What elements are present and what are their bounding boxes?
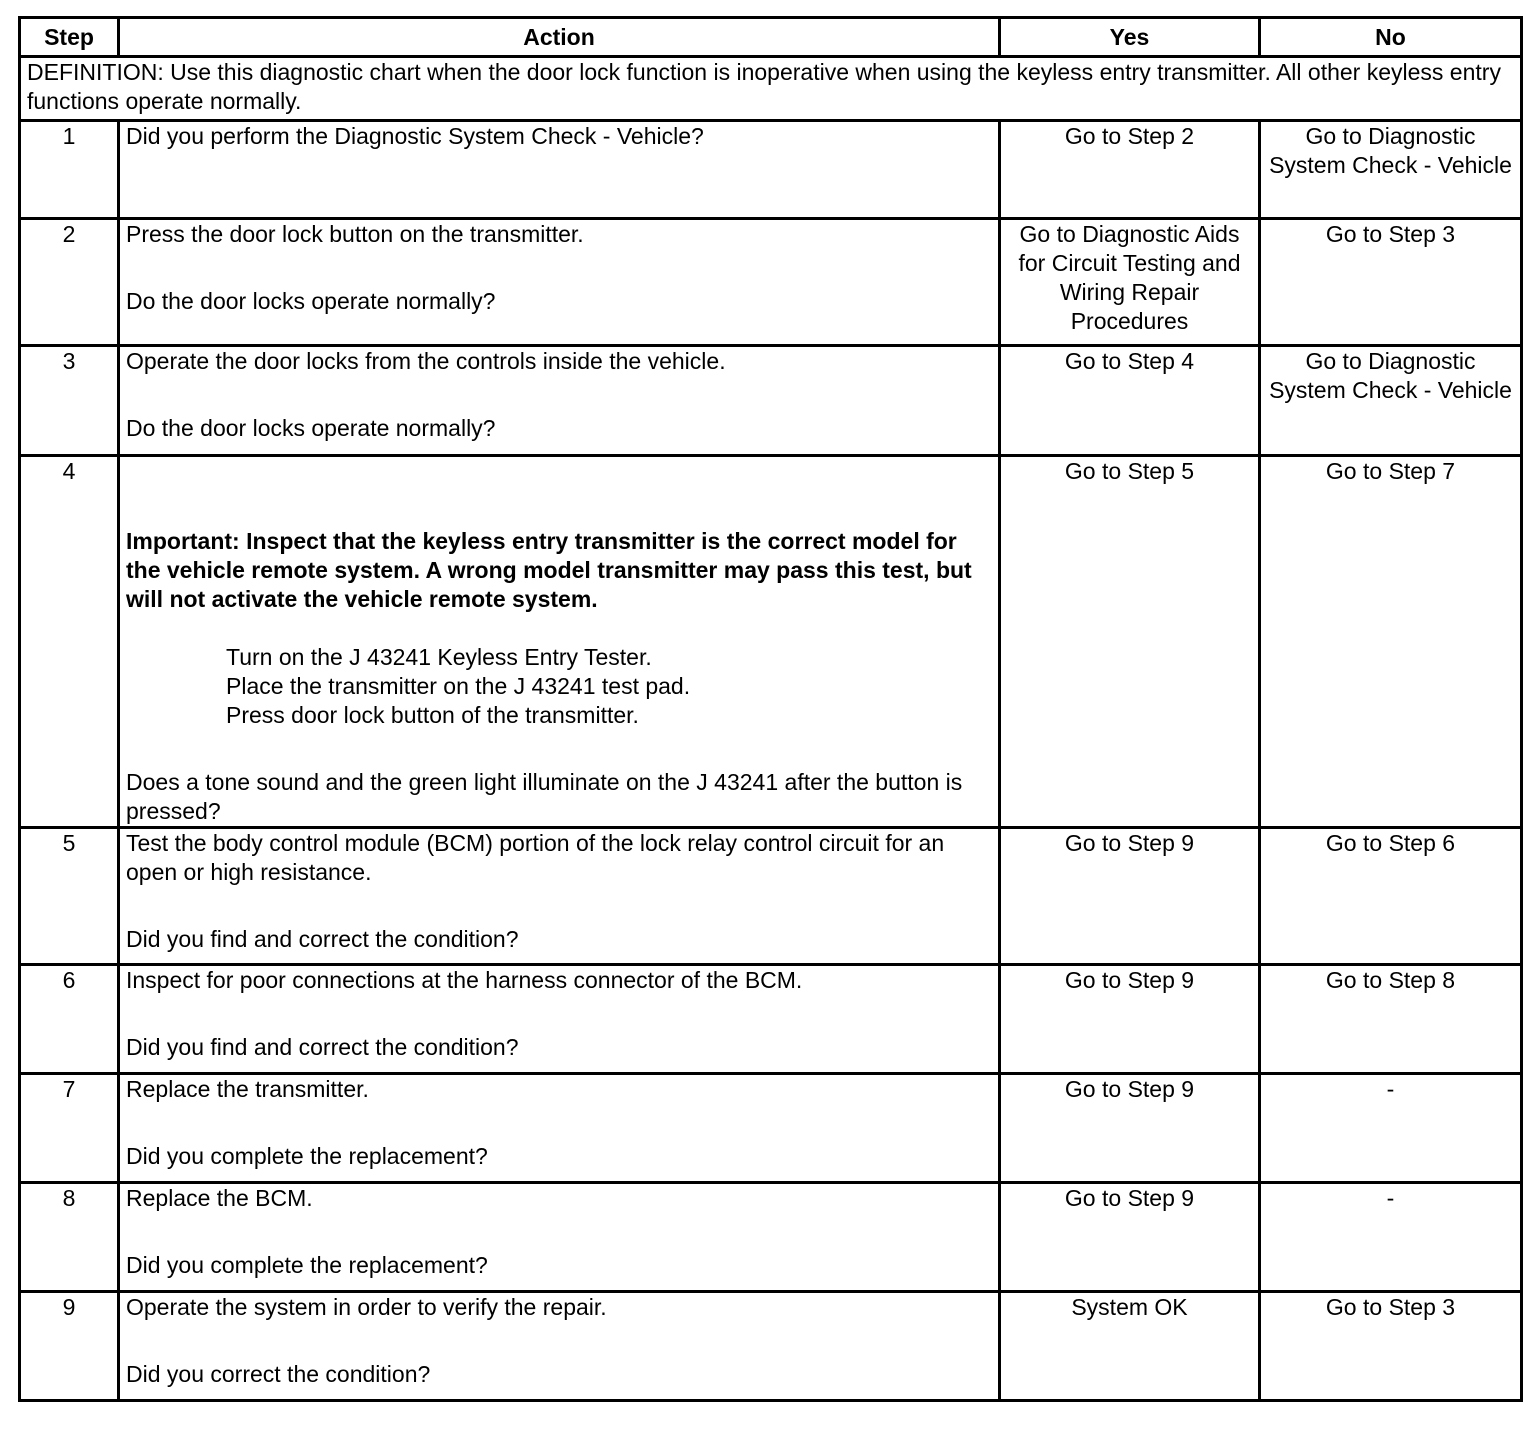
- step-action: [119, 1183, 1000, 1292]
- important-note: Important: Inspect that the keyless entry transmitter is the correct model for the vehicle remote system. A wrong model transmitter may pass this test, but will not activate the vehicle remote system.: [126, 528, 972, 612]
- table-row: [20, 456, 1522, 828]
- table-row: [20, 219, 1522, 346]
- step-action: [119, 1292, 1000, 1401]
- definition-row: [20, 57, 1522, 121]
- yes-result: Go to Step 4: [1000, 346, 1260, 456]
- definition-text: DEFINITION: Use this diagnostic chart when the door lock function is inoperative when using the keyless entry transmitter. All other keyless entry functions operate normally.: [20, 57, 1522, 121]
- table-row: [20, 1292, 1522, 1401]
- no-result: Go to Step 6: [1260, 828, 1522, 965]
- step-number: 6: [20, 965, 119, 1074]
- yes-result: System OK: [1000, 1292, 1260, 1401]
- step-number: 5: [20, 828, 119, 965]
- step-number: 7: [20, 1074, 119, 1183]
- no-result: Go to Step 7: [1260, 456, 1522, 828]
- no-result: Go to Step 8: [1260, 965, 1522, 1074]
- action-text: Press the door lock button on the transmitter.: [126, 221, 584, 247]
- table-row: [20, 346, 1522, 456]
- no-result: Go to Diagnostic System Check - Vehicle: [1260, 346, 1522, 456]
- step-number: 2: [20, 219, 119, 346]
- action-question: Does a tone sound and the green light illuminate on the J 43241 after the button is pressed?: [126, 769, 963, 824]
- action-text: Inspect for poor connections at the harness connector of the BCM.: [126, 967, 803, 993]
- yes-result: Go to Diagnostic Aids for Circuit Testing and Wiring Repair Procedures: [1000, 219, 1260, 346]
- action-question: Did you find and correct the condition?: [126, 926, 519, 952]
- sub-steps: [126, 643, 992, 730]
- sub-step: Place the transmitter on the J 43241 test pad.: [226, 673, 691, 699]
- step-action: [119, 1074, 1000, 1183]
- action-text: Did you perform the Diagnostic System Check - Vehicle?: [126, 123, 704, 149]
- header-step: Step: [20, 18, 119, 57]
- action-text: Operate the door locks from the controls inside the vehicle.: [126, 348, 726, 374]
- header-row: [20, 18, 1522, 57]
- step-number: 4: [20, 456, 119, 828]
- table-row: [20, 828, 1522, 965]
- action-question: Did you correct the condition?: [126, 1361, 431, 1387]
- sub-step: Turn on the J 43241 Keyless Entry Tester.: [226, 644, 652, 670]
- step-number: 8: [20, 1183, 119, 1292]
- action-question: Do the door locks operate normally?: [126, 288, 496, 314]
- action-text: Replace the BCM.: [126, 1185, 313, 1211]
- sub-step: Press door lock button of the transmitter.: [226, 702, 639, 728]
- step-number: 9: [20, 1292, 119, 1401]
- header-action: Action: [119, 18, 1000, 57]
- table-row: [20, 121, 1522, 219]
- step-number: 1: [20, 121, 119, 219]
- action-question: Do the door locks operate normally?: [126, 415, 496, 441]
- table-row: [20, 1183, 1522, 1292]
- step-action: [119, 219, 1000, 346]
- action-text: Replace the transmitter.: [126, 1076, 369, 1102]
- yes-result: Go to Step 5: [1000, 456, 1260, 828]
- action-question: Did you complete the replacement?: [126, 1252, 488, 1278]
- yes-result: Go to Step 2: [1000, 121, 1260, 219]
- action-text: Test the body control module (BCM) portion of the lock relay control circuit for an open or high resistance.: [126, 830, 945, 885]
- action-question: Did you complete the replacement?: [126, 1143, 488, 1169]
- step-action: [119, 346, 1000, 456]
- table-row: [20, 965, 1522, 1074]
- action-text: Operate the system in order to verify the repair.: [126, 1294, 607, 1320]
- header-no: No: [1260, 18, 1522, 57]
- no-result: Go to Step 3: [1260, 1292, 1522, 1401]
- no-result: Go to Step 3: [1260, 219, 1522, 346]
- step-number: 3: [20, 346, 119, 456]
- step-action: [119, 828, 1000, 965]
- no-result: Go to Diagnostic System Check - Vehicle: [1260, 121, 1522, 219]
- yes-result: Go to Step 9: [1000, 1074, 1260, 1183]
- header-yes: Yes: [1000, 18, 1260, 57]
- step-action: [119, 456, 1000, 828]
- diagnostic-table: [18, 16, 1523, 1402]
- table-row: [20, 1074, 1522, 1183]
- no-result: -: [1260, 1074, 1522, 1183]
- yes-result: Go to Step 9: [1000, 1183, 1260, 1292]
- yes-result: Go to Step 9: [1000, 965, 1260, 1074]
- action-question: Did you find and correct the condition?: [126, 1034, 519, 1060]
- step-action: [119, 965, 1000, 1074]
- yes-result: Go to Step 9: [1000, 828, 1260, 965]
- no-result: -: [1260, 1183, 1522, 1292]
- step-action: [119, 121, 1000, 219]
